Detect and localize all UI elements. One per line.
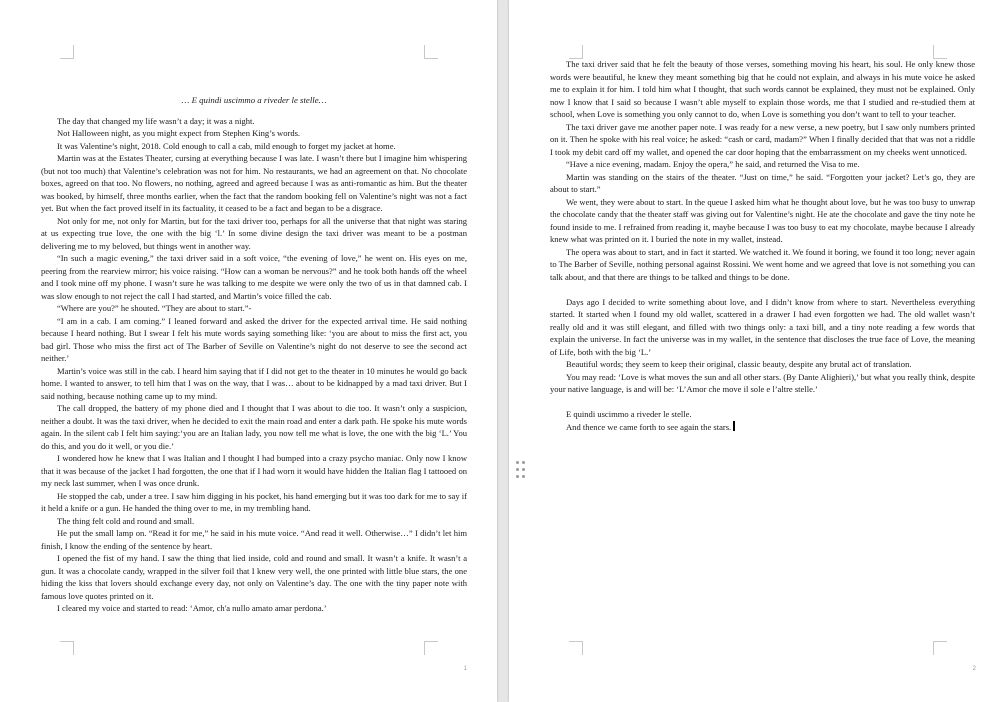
margin-mark-top-left bbox=[569, 45, 583, 59]
document-page-2[interactable] bbox=[509, 0, 1006, 702]
paragraph: I wondered how he knew that I was Italian and I thought I had bumped into a crazy psycho maniac. Only now I know that it was because of the jacket I had forgotten, the one that if I had worn it would have hidden the Italian flag I tattooed on my neck last summer, when I was once drunk. bbox=[41, 453, 467, 488]
paragraph bbox=[550, 396, 975, 409]
margin-mark-bottom-left bbox=[569, 641, 583, 655]
paragraph: The thing felt cold and round and small. bbox=[57, 515, 195, 526]
margin-mark-top-right bbox=[933, 45, 947, 59]
drag-handle-icon[interactable] bbox=[516, 461, 526, 479]
paragraph: Martin’s voice was still in the cab. I heard him saying that if I did not get to the theater in 10 minutes he would go back home. I wanted to answer, to tell him that I was on the way, that I was… about to be kidnapped by a mad taxi driver. But I said nothing, because nothing came up to my mind. bbox=[41, 365, 467, 401]
paragraph: “Where are you?” he shouted. “They are about to start.”- bbox=[57, 303, 252, 313]
margin-mark-bottom-left bbox=[60, 641, 74, 655]
paragraph: Martin was standing on the stairs of the theater. “Just on time,” he said. “Forgotten your jacket? Let’s go, they are about to start.” bbox=[550, 171, 975, 194]
document-title: … E quindi uscimmo a riveder le stelle… bbox=[181, 95, 327, 105]
paragraph: “I am in a cab. I am coming.” I leaned forward and asked the driver for the expected arrival time. He said nothing because I heard nothing. But I swear I felt his mute words saying something like: ‘you are about to miss the first act, you bad girl. Those who miss the first act of The Barber of Seville on Valentine’s night do not deserve to see the second act neither.’ bbox=[41, 315, 467, 363]
margin-mark-top-left bbox=[60, 45, 74, 59]
paragraph: Martin was at the Estates Theater, cursing at everything because I was late. I wasn’t there but I imagine him whispering (but not too much) that Valentine’s celebration was not for him. No restaurants, we had an agreement on that. No chocolate boxes, agreed on that too. No flowers, no nothing, agreed and agreed because I was as anti-romantic as him. But the theater was booked, by himself, three months earlier, when the fact that the random booking fell on Valentine’s night was not a fact yet. But when the fact proved itself in its factuality, it ceased to be a fact and began to be a disgrace. bbox=[41, 153, 467, 213]
paragraph: Days ago I decided to write something about love, and I didn’t know from where to start. Nevertheless everything started. It started when I found my old wallet, scattered in a drawer I had even forgotten we had. The old wallet wasn’t really old and it was still elegant, and filled with two things only: a taxi bill, and a tiny note reading a few words that explain the universe. In fact the universe was in my wallet, in the sentence that discloses the true face of Love, the meaning of Life, both with the big ‘L.’ bbox=[550, 296, 975, 357]
paragraph: He stopped the cab, under a tree. I saw him digging in his pocket, his hand emerging but it was too dark for me to say if it held a knife or a gun. He handed the thing over to me, in my trembling hand. bbox=[41, 490, 467, 513]
page-1-paragraphs bbox=[41, 115, 467, 615]
paragraph: The day that changed my life wasn’t a day; it was a night. bbox=[57, 115, 255, 126]
paragraph: The call dropped, the battery of my phone died and I thought that I was about to die too. It wasn’t only a suspicion, neither a doubt. It was the taxi driver, when he decided to exit the main road and enter a dark path. He spoke his mute words again. In the silent cab I felt him saying:‘you are an Italian lady, you now tell me what is love, the one with the big ‘L.’ You do this, and you do it well, or you die.’ bbox=[41, 403, 467, 451]
paragraph: The opera was about to start, and in fact it started. We watched it. We found it boring, we found it too long; never again to The Barber of Seville, nothing personal against Rossini. We went home and we agreed that love is not something you can talk about, and that there are things to be talked and things to be done. bbox=[550, 246, 975, 282]
paragraph: I cleared my voice and started to read: ‘Amor, ch'a nullo amato amar perdona.’ bbox=[57, 603, 327, 613]
paragraph: The taxi driver said that he felt the beauty of those verses, something moving his heart, his soul. He only knew those words were beautiful, he knew they meant something big that he could not explain, and always in his mute voice he asked me to explain it for him. I told him what I thought, that such words cannot be explained, they must not be explained. Only now I know that I said so because I wasn’t able myself to explain those words, me that I studied and re-studied them at school, when Love is something you only cannot to do, when Love is something you don’t want to tell to your teacher. bbox=[550, 59, 975, 119]
page-1-text-body[interactable] bbox=[41, 94, 467, 615]
paragraph: “Have a nice evening, madam. Enjoy the opera,” he said, and returned the Visa to me. bbox=[566, 159, 860, 169]
paragraph: And thence we came forth to see again the stars. bbox=[550, 421, 975, 434]
page-2-paragraphs bbox=[550, 58, 975, 433]
paragraph: E quindi uscimmo a riveder le stelle. bbox=[566, 409, 692, 419]
page-2-text-body[interactable] bbox=[550, 58, 975, 433]
paragraph: It was Valentine’s night, 2018. Cold enough to call a cab, mild enough to forget my jacket at home. bbox=[57, 140, 396, 151]
document-page-1[interactable] bbox=[0, 0, 497, 702]
paragraph: The taxi driver gave me another paper note. I was ready for a new verse, a new poetry, but I saw only numbers printed on it. Then he spoke with his real voice; he asked: “cash or card, madam?” When I finally decided that that was not a riddle I took my debit card off my wallet, and opened the car door hoping that the embarrassment on my cheeks went unnoticed. bbox=[550, 121, 975, 157]
page-number: 1 bbox=[463, 666, 467, 672]
paragraph: “In such a magic evening,” the taxi driver said in a soft voice, “the evening of love,” he went on. His eyes on me, peering from the rearview mirror; his voice raising. “How can a woman be nervous?” and he took both hands off the wheel and I took mine off my phone. I wasn’t sure he was talking to me despite we were only the two of us in that damned cab. I was slow enough to not reject the call I had started, and Martin’s voice filled the cab. bbox=[41, 253, 467, 301]
margin-mark-bottom-right bbox=[424, 641, 438, 655]
paragraph: Beautiful words; they seem to keep their original, classic beauty, despite any brutal act of translation. bbox=[566, 359, 912, 369]
paragraph: Not Halloween night, as you might expect from Stephen King’s words. bbox=[57, 128, 301, 138]
text-cursor bbox=[733, 421, 735, 431]
paragraph: We went, they were about to start. In the queue I asked him what he thought about love, but he was too busy to unwrap the chocolate candy that the theater staff was giving out for Valentine’s night. He ate the chocolate and gave the tiny note he found inside to me. I refrained from reading it, maybe because I was too busy to eat my chocolate, maybe because I already knew what was printed on it. I buried the note in my wallet, instead. bbox=[550, 196, 975, 244]
paragraph: He put the small lamp on. “Read it for me,” he said in his mute voice. “And read it well. Otherwise…” I didn’t let him finish, I know the ending of the sentence by heart. bbox=[41, 528, 467, 551]
margin-mark-top-right bbox=[424, 45, 438, 59]
paragraph: You may read: ‘Love is what moves the sun and all other stars. (By Dante Alighieri),’ but what you really think, despite your native language, is and will be: ‘L’Amor che move il sole e l’altre stelle.’ bbox=[550, 371, 975, 394]
page-number: 2 bbox=[972, 666, 976, 672]
paragraph bbox=[550, 283, 975, 296]
paragraph: I opened the fist of my hand. I saw the thing that lied inside, cold and round and small. It wasn’t a knife. It wasn’t a gun. It was a chocolate candy, wrapped in the silver foil that I knew very well, the one printed with little blue stars, the one hiding the kiss that lovers should exchange every day, not only on Valentine’s day. The one with the tiny paper note with famous love quotes printed on it. bbox=[41, 553, 467, 601]
paragraph: Not only for me, not only for Martin, but for the taxi driver too, perhaps for all the universe that that night was staring at us expecting true love, the one with the big ‘l.’ In some divine design the taxi driver was meant to be a postman delivering me to my beloved, but things went in another way. bbox=[41, 215, 467, 251]
margin-mark-bottom-right bbox=[933, 641, 947, 655]
